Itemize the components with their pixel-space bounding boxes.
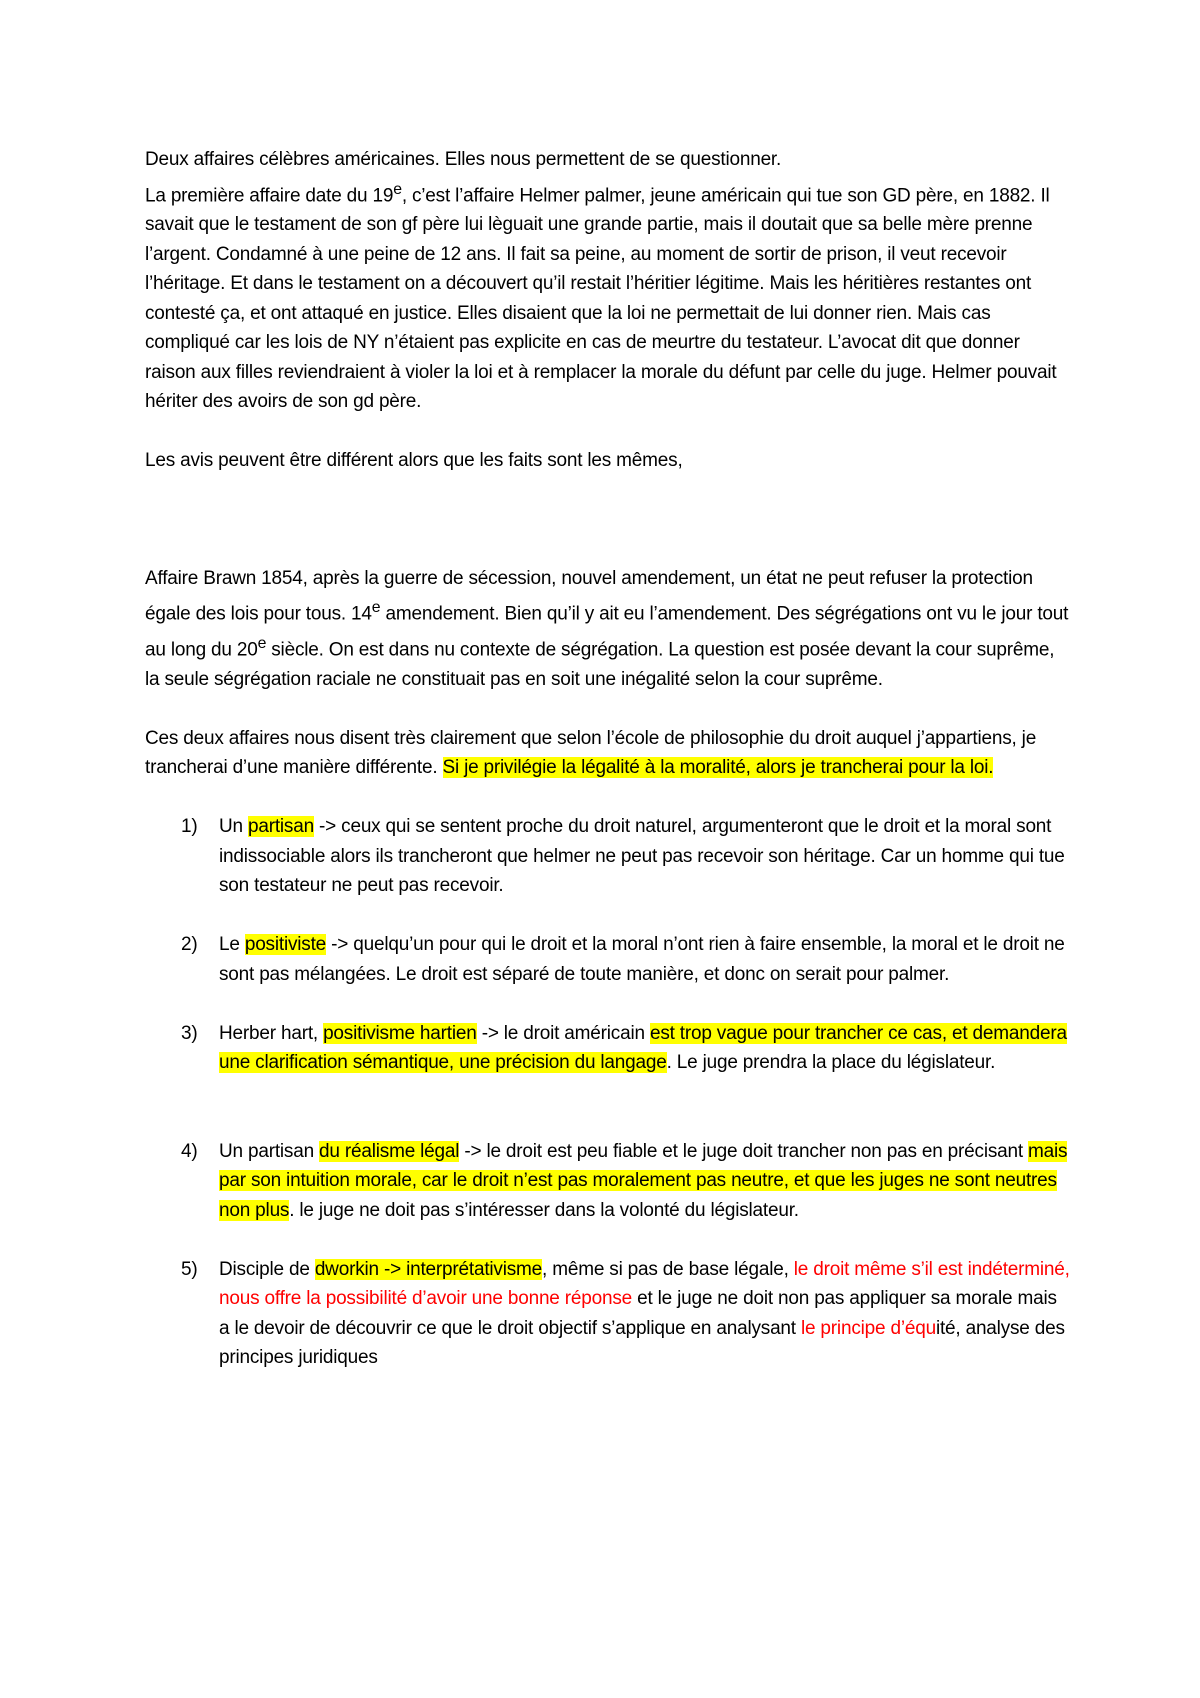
schools-list [145,812,1070,1373]
opinion-paragraph: Les avis peuvent être différent alors que les faits sont les mêmes, [145,450,683,472]
list-item: 4) Un partisan du réalisme légal -> le droit est peu fiable et le juge doit trancher non pas en précisant mais par son intuition morale, car le droit n’est pas moralement pas neutre, et que les juges ne sont neutres non plus. le juge ne doit pas s’intéresser dans la volonté du législateur. [145,1137,1070,1226]
highlighted-text: Si je privilégie la légalité à la moralité, alors je trancherai pour la loi. [442,757,994,779]
list-number: 4) [181,1140,198,1162]
highlighted-text: est trop vague pour trancher ce cas, et demandera une clarification sémantique, une précision du langage [219,1022,1067,1074]
list-number: 2) [181,934,198,956]
highlighted-text: positivisme hartien [323,1022,477,1044]
highlighted-text: mais par son intuition morale, car le droit n’est pas moralement pas neutre, et que les juges ne sont neutres non plus [219,1140,1068,1221]
helmer-paragraph: La première affaire date du 19e, c’est l’affaire Helmer palmer, jeune américain qui tue son GD père, en 1882. Il savait que le testament de son gf père lui lèguait une grande partie, mais il doutait que sa belle mère prenne l’argent. Condamné à une peine de 12 ans. Il fait sa peine, au moment de sortir de prison, il veut recevoir l’héritage. Et dans le testament on a découvert qu’il restait l’héritier légitime. Mais les héritières restantes ont contesté ça, et ont attaqué en justice. Elles disaient que la loi ne permettait de lui donner rien. Mais cas compliqué car les lois de NY n’étaient pas explicite en cas de meurtre du testateur. L’avocat dit que donner raison aux filles reviendraient à violer la loi et à remplacer la morale du défunt par celle du juge. Helmer pouvait hériter des avoirs de son gd père. [145,180,1057,413]
superscript: e [393,180,402,198]
list-number: 1) [181,816,198,838]
document-body [145,145,1070,1373]
list-number: 5) [181,1258,198,1280]
highlighted-text: positiviste [244,934,327,956]
highlighted-text: dworkin -> interprétativisme [314,1258,543,1280]
list-item: 1) Un partisan -> ceux qui se sentent proche du droit naturel, argumenteront que le droit et la moral sont indissociable alors ils trancheront que helmer ne peut pas recevoir son héritage. Car un homme qui tue son testateur ne peut pas recevoir. [145,812,1070,901]
list-item: 5) Disciple de dworkin -> interprétativisme, même si pas de base légale, le droit même s’il est indéterminé, nous offre la possibilité d’avoir une bonne réponse et le juge ne doit non pas appliquer sa morale mais a le devoir de découvrir ce que le droit objectif s’applique en analysant le principe d’équité, analyse des principes juridiques [145,1255,1070,1373]
superscript: e [257,635,267,653]
conclusion-paragraph: Ces deux affaires nous disent très clairement que selon l’école de philosophie du droit auquel j’appartiens, je trancherai d’une manière différente. Si je privilégie la légalité à la moralité, alors je trancherai pour la loi. [145,727,1037,779]
brawn-paragraph: Affaire Brawn 1854, après la guerre de sécession, nouvel amendement, un état ne peut refuser la protection égale des lois pour tous. 14e amendement. Bien qu’il y ait eu l’amendement. Des ségrégations ont vu le jour tout au long du 20e siècle. On est dans nu contexte de ségrégation. La question est posée devant la cour suprême, la seule ségrégation raciale ne constituait pas en soit une inégalité selon la cour suprême. [145,567,1069,690]
red-text: le principe d’équ [800,1317,936,1339]
highlighted-text: du réalisme légal [319,1140,460,1162]
red-text: le droit même s’il est indéterminé, nous offre la possibilité d’avoir une bonne réponse [219,1258,1070,1310]
highlighted-text: partisan [247,816,314,838]
list-number: 3) [181,1022,198,1044]
list-item: 2) Le positiviste -> quelqu’un pour qui le droit et la moral n’ont rien à faire ensemble, la moral et le droit ne sont pas mélangées. Le droit est séparé de toute manière, et donc on serait pour palmer. [145,930,1070,989]
list-item: 3) Herber hart, positivisme hartien -> le droit américain est trop vague pour trancher ce cas, et demandera une clarification sémantique, une précision du langage. Le juge prendra la place du législateur. [145,1019,1070,1078]
intro-line: Deux affaires célèbres américaines. Elles nous permettent de se questionner. [145,149,782,170]
superscript: e [371,599,381,617]
